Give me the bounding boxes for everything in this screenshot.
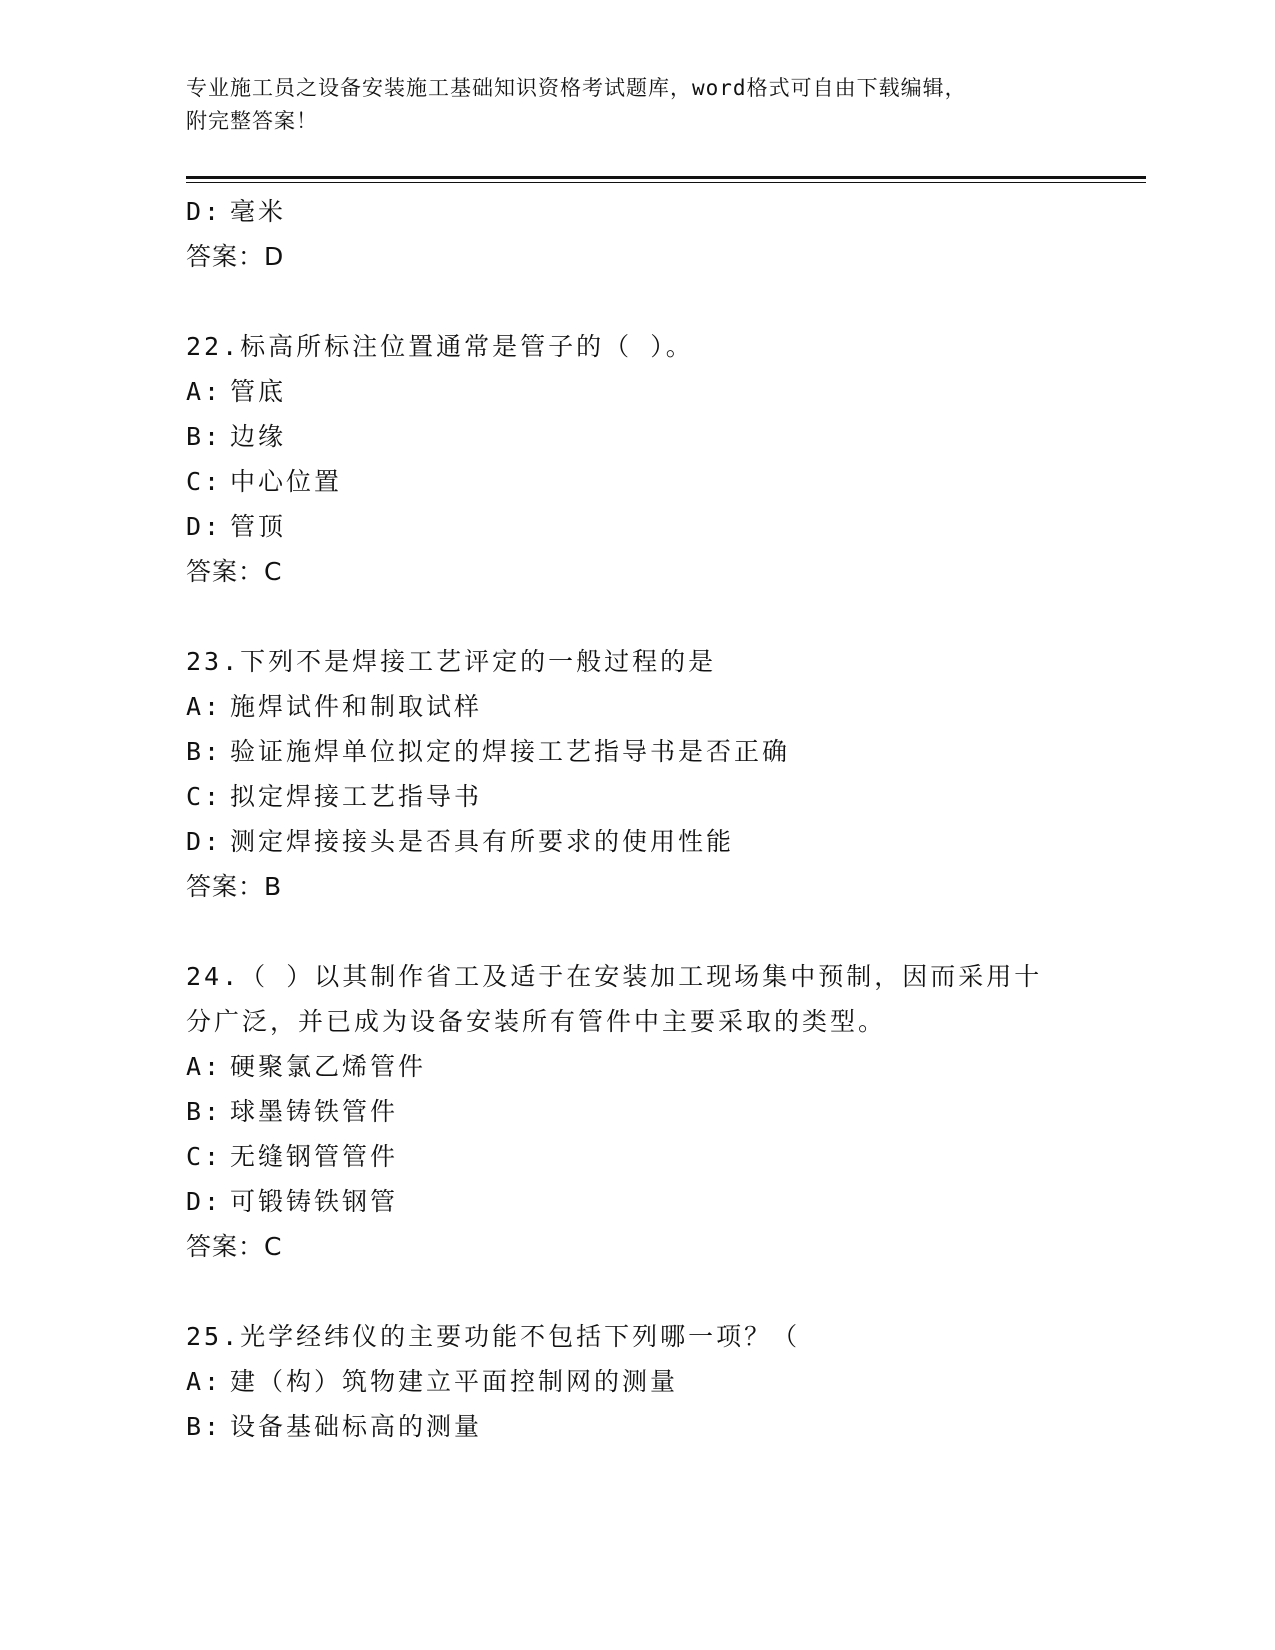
header-divider-thin — [186, 182, 1146, 183]
option-letter: A: — [186, 692, 223, 721]
option-text: 硬聚氯乙烯管件 — [230, 1052, 427, 1081]
option-d — [186, 819, 1146, 864]
option-d — [186, 504, 1146, 549]
option-b — [186, 414, 1146, 459]
option-text: 设备基础标高的测量 — [230, 1412, 483, 1441]
option-text: 中心位置 — [230, 467, 343, 496]
option-letter: D: — [186, 1187, 223, 1216]
question-text-line-1 — [186, 954, 1146, 999]
question-list — [186, 189, 1146, 1449]
option-text: 球墨铸铁管件 — [230, 1097, 399, 1126]
question-number: 23. — [186, 647, 241, 676]
question-body: 光学经纬仪的主要功能不包括下列哪一项？（ — [240, 1322, 801, 1351]
option-text: 验证施焊单位拟定的焊接工艺指导书是否正确 — [230, 737, 791, 766]
option-text: 建（构）筑物建立平面控制网的测量 — [230, 1367, 679, 1396]
question-text — [186, 324, 1146, 369]
option-letter: A: — [186, 1367, 223, 1396]
option-c — [186, 459, 1146, 504]
question-spacer — [186, 1269, 1146, 1314]
option-letter: A: — [186, 377, 223, 406]
header-divider-thick — [186, 176, 1146, 179]
option-letter: D: — [186, 827, 223, 856]
header-title-line-2: 附完整答案！ — [186, 109, 318, 133]
option-b — [186, 729, 1146, 774]
option-letter: B: — [186, 422, 223, 451]
document-header — [186, 72, 1066, 138]
option-text: 施焊试件和制取试样 — [230, 692, 483, 721]
question-number: 25. — [186, 1322, 241, 1351]
option-text: 毫米 — [230, 197, 287, 226]
question-21-continuation — [186, 189, 1146, 279]
option-text: 边缘 — [230, 422, 287, 451]
option-a — [186, 684, 1146, 729]
option-a — [186, 1044, 1146, 1089]
question-spacer — [186, 594, 1146, 639]
option-letter: B: — [186, 1097, 223, 1126]
question-text-line-2: 分广泛，并已成为设备安装所有管件中主要采取的类型。 — [186, 1007, 887, 1036]
option-text: 可锻铸铁钢管 — [230, 1187, 399, 1216]
option-letter: C: — [186, 467, 223, 496]
option-text: 管顶 — [230, 512, 287, 541]
option-b — [186, 1089, 1146, 1134]
question-23 — [186, 639, 1146, 909]
answer-line: 答案：B — [186, 872, 283, 901]
question-body: 标高所标注位置通常是管子的（ ）。 — [240, 332, 694, 361]
option-letter: C: — [186, 1142, 223, 1171]
option-text: 无缝钢管管件 — [230, 1142, 399, 1171]
option-text: 管底 — [230, 377, 287, 406]
option-d — [186, 189, 1146, 234]
option-text: 测定焊接接头是否具有所要求的使用性能 — [230, 827, 735, 856]
question-body: 下列不是焊接工艺评定的一般过程的是 — [240, 647, 717, 676]
option-letter: B: — [186, 1412, 223, 1441]
answer-line: 答案：D — [186, 242, 285, 271]
question-text — [186, 639, 1146, 684]
question-24 — [186, 954, 1146, 1269]
option-a — [186, 369, 1146, 414]
question-spacer — [186, 279, 1146, 324]
question-25 — [186, 1314, 1146, 1449]
answer-line: 答案：C — [186, 1232, 283, 1261]
option-text: 拟定焊接工艺指导书 — [230, 782, 483, 811]
option-a — [186, 1359, 1146, 1404]
option-letter: B: — [186, 737, 223, 766]
answer-line: 答案：C — [186, 557, 283, 586]
question-number: 24. — [186, 962, 241, 991]
option-letter: C: — [186, 782, 223, 811]
option-c — [186, 774, 1146, 819]
option-letter: D: — [186, 197, 223, 226]
question-spacer — [186, 909, 1146, 954]
option-letter: A: — [186, 1052, 223, 1081]
option-b — [186, 1404, 1146, 1449]
header-title-line-1: 专业施工员之设备安装施工基础知识资格考试题库，word格式可自由下载编辑， — [186, 76, 967, 100]
option-c — [186, 1134, 1146, 1179]
question-22 — [186, 324, 1146, 594]
option-letter: D: — [186, 512, 223, 541]
question-body: （ ）以其制作省工及适于在安装加工现场集中预制，因而采用十 — [240, 962, 1043, 991]
question-number: 22. — [186, 332, 241, 361]
option-d — [186, 1179, 1146, 1224]
question-text — [186, 1314, 1146, 1359]
